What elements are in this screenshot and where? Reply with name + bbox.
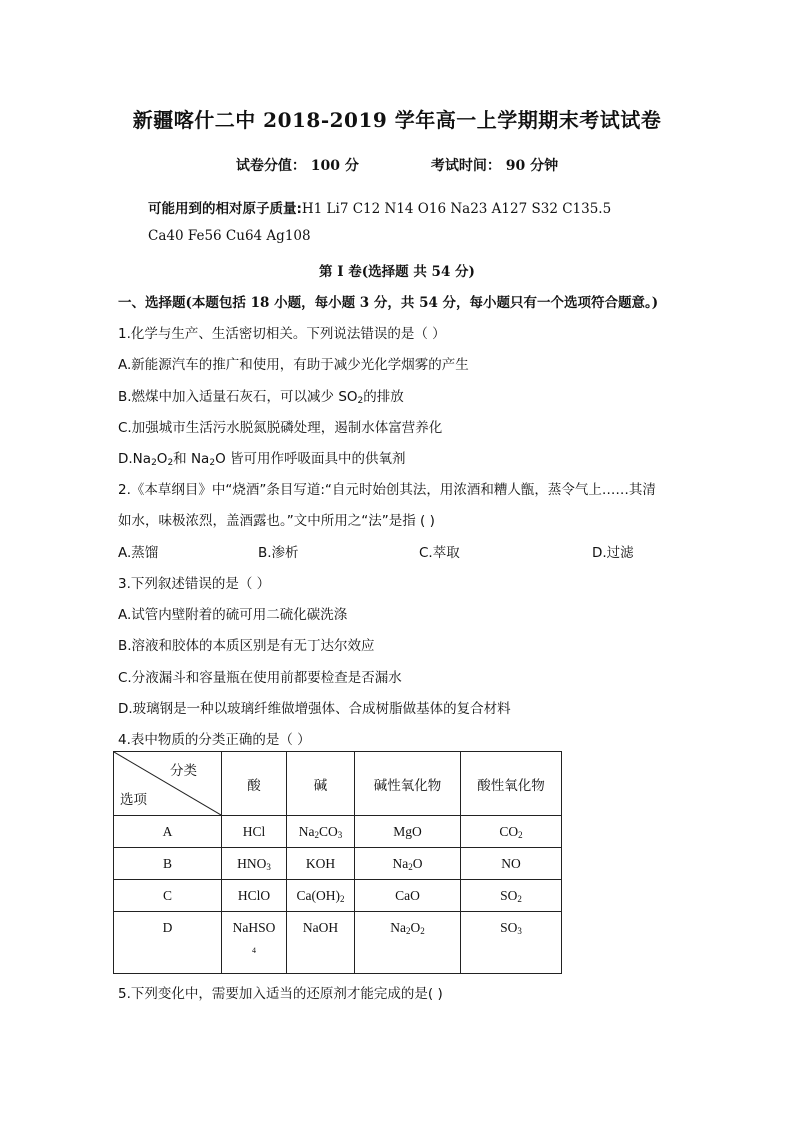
row-label: C: [114, 880, 222, 912]
atomic-mass-label: 可能用到的相对原子质量:: [148, 201, 302, 217]
base-cell: KOH: [287, 848, 355, 880]
acid-cell: HCl: [222, 816, 287, 848]
q5-stem: 5.下列变化中，需要加入适当的还原剂才能完成的是( ): [118, 986, 443, 1002]
q2-option-d: D.过滤: [592, 545, 634, 561]
base-cell: $Ca(OH)_2$: [287, 880, 355, 912]
corner-bottom-label: 选项: [120, 792, 147, 808]
exam-title: 新疆喀什二中 2018-2019 学年高一上学期期末考试试卷: [132, 108, 662, 132]
q3-option-a: A.试管内壁附着的硫可用二硫化碳洗涤: [118, 607, 348, 623]
basic-oxide-cell: $Na_2O_2$: [355, 912, 461, 974]
header-basic-oxide: 碱性氧化物: [355, 752, 461, 816]
q2-stem-line-1: 2.《本草纲目》中“烧酒”条目写道:“自元时始创其法，用浓酒和糟人甑，蒸令气上……其清: [118, 482, 656, 498]
acidic-oxide-cell: $SO_2$: [461, 880, 562, 912]
q3-option-c: C.分液漏斗和容量瓶在使用前都要检查是否漏水: [118, 670, 402, 686]
acidic-oxide-cell: NO: [461, 848, 562, 880]
row-label: A: [114, 816, 222, 848]
q4-stem: 4.表中物质的分类正确的是（ ）: [118, 732, 311, 748]
exam-meta: [0, 155, 794, 175]
table-row: [114, 912, 562, 974]
q1-stem: 1.化学与生产、生活密切相关。下列说法错误的是（ ）: [118, 326, 446, 342]
acid-cell: HClO: [222, 880, 287, 912]
table-header-row: [114, 752, 562, 816]
q2-option-b: B.渗析: [258, 545, 299, 561]
atomic-mass-values-1: H1 Li7 C12 N14 O16 Na23 A127 S32 C135.5: [301, 201, 612, 217]
section-title: 第 I 卷(选择题 共 54 分): [319, 264, 475, 280]
base-cell: NaOH: [287, 912, 355, 974]
row-label: B: [114, 848, 222, 880]
time-info: 考试时间： 90 分钟: [430, 158, 559, 174]
q3-option-d: D.玻璃钢是一种以玻璃纤维做增强体、合成树脂做基体的复合材料: [118, 701, 511, 717]
basic-oxide-cell: MgO: [355, 816, 461, 848]
base-cell: $Na_2CO_3$: [287, 816, 355, 848]
acid-cell: $HNO_3$: [222, 848, 287, 880]
header-acid: 酸: [222, 752, 287, 816]
table-row: [114, 880, 562, 912]
acidic-oxide-cell: $CO_2$: [461, 816, 562, 848]
basic-oxide-cell: $Na_2O$: [355, 848, 461, 880]
table-corner-cell: [114, 752, 222, 816]
q3-option-b: B.溶液和胶体的本质区别是有无丁达尔效应: [118, 638, 375, 654]
atomic-mass-line-2: Ca40 Fe56 Cu64 Ag108: [148, 228, 311, 244]
q2-option-c: C.萃取: [419, 545, 460, 561]
acid-cell: NaHSO 4: [222, 912, 287, 974]
corner-top-label: 分类: [170, 763, 197, 779]
atomic-mass-line-1: [148, 197, 611, 217]
q1-option-b: B.燃煤中加入适量石灰石，可以减少 $SO_2$的排放: [118, 389, 404, 406]
part-heading: 一、选择题(本题包括 18 小题，每小题 3 分，共 54 分，每小题只有一个选项符合题意。): [118, 295, 659, 311]
q2-stem-line-2: 如水，味极浓烈，盖酒露也。”文中所用之“法”是指 ( ): [118, 513, 435, 529]
table-row: [114, 848, 562, 880]
classification-table: [113, 751, 562, 974]
basic-oxide-cell: CaO: [355, 880, 461, 912]
table-row: [114, 816, 562, 848]
row-label: D: [114, 912, 222, 974]
acidic-oxide-cell: $SO_3$: [461, 912, 562, 974]
header-acidic-oxide: 酸性氧化物: [461, 752, 562, 816]
header-base: 碱: [287, 752, 355, 816]
q1-option-a: A.新能源汽车的推广和使用，有助于减少光化学烟雾的产生: [118, 357, 469, 373]
score-info: 试卷分值： 100 分: [235, 158, 359, 174]
q2-option-a: A.蒸馏: [118, 545, 159, 561]
q1-option-c: C.加强城市生活污水脱氮脱磷处理，遏制水体富营养化: [118, 420, 443, 436]
q3-stem: 3.下列叙述错误的是（ ）: [118, 576, 271, 592]
q1-option-d: $D.Na_2O_2$和 $Na_2O$ 皆可用作呼吸面具中的供氧剂: [118, 451, 406, 468]
